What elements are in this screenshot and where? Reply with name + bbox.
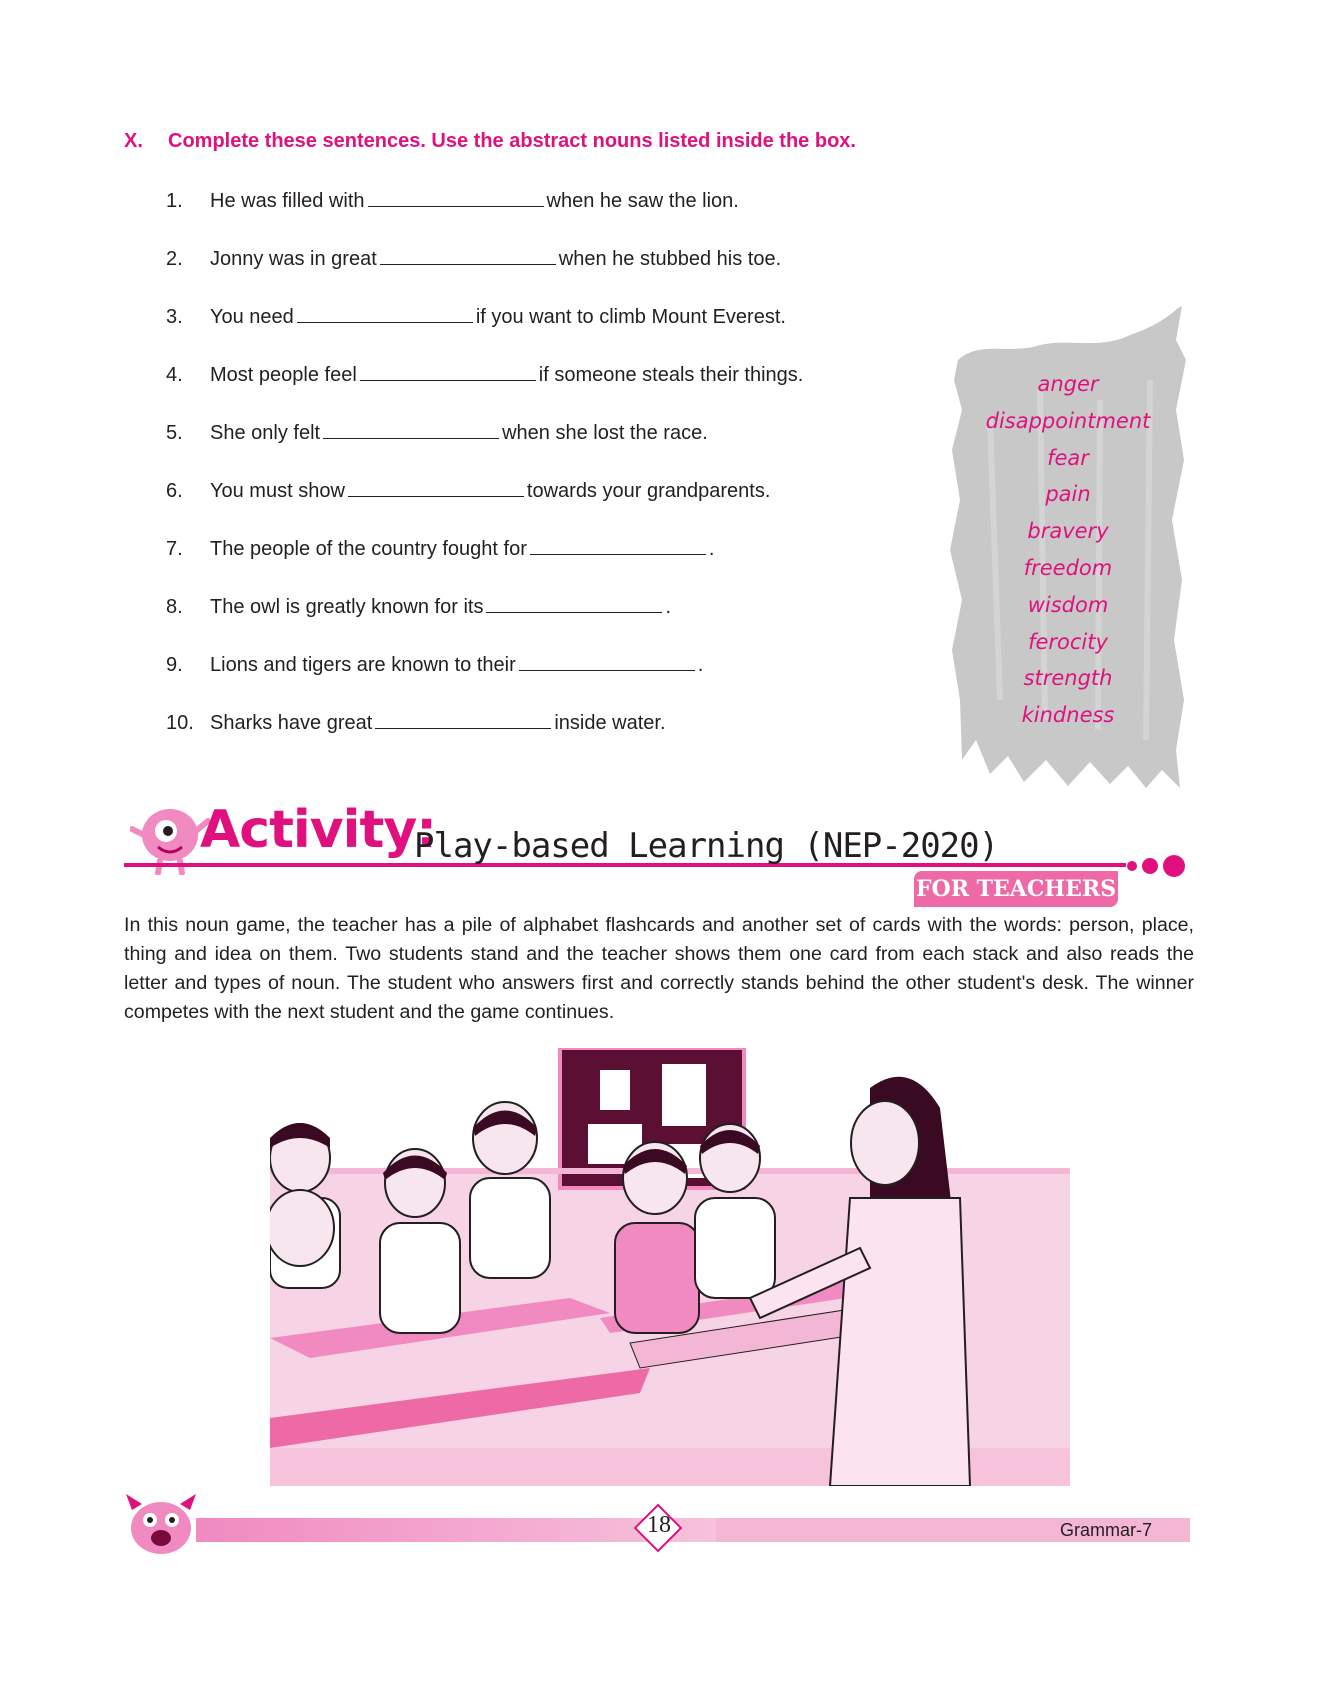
sentence-text-after: inside water. (554, 712, 666, 734)
footer-monster-icon (122, 1490, 200, 1560)
activity-title: Activity: (200, 800, 437, 860)
sentence-item (166, 420, 708, 445)
answer-blank[interactable] (380, 246, 556, 265)
sentence-item (166, 478, 770, 503)
answer-blank[interactable] (360, 362, 536, 381)
exercise-number: X. (124, 130, 143, 152)
word-item: freedom (1023, 555, 1113, 580)
sentence-text-before: Jonny was in great (210, 248, 377, 270)
sentence-text-before: You must show (210, 480, 345, 502)
sentence-text-after: when he stubbed his toe. (558, 248, 782, 270)
page-number: 18 (647, 1512, 671, 1538)
sentence-number: 1. (166, 190, 183, 212)
word-item: bravery (1027, 519, 1109, 544)
word-item: pain (1045, 482, 1091, 507)
word-item: ferocity (1028, 629, 1108, 654)
word-item: anger (1037, 372, 1099, 396)
sentence-text-before: Lions and tigers are known to their (210, 654, 516, 676)
activity-paragraph: In this noun game, the teacher has a pile of alphabet flashcards and another set of cards with the words: person, place, thing and idea on them. Two students stand and the teacher shows them one card from each stack and also reads the letter and types of noun. The student who answers first and correctly stands behind the other student's desk. The winner competes with the next student and the game continues. (124, 914, 1194, 1023)
word-item: strength (1023, 666, 1113, 691)
answer-blank[interactable] (530, 536, 706, 555)
sentence-text-before: Most people feel (210, 364, 357, 386)
classroom-illustration (270, 1048, 1070, 1486)
answer-blank[interactable] (348, 478, 524, 497)
sentence-text-after: when she lost the race. (502, 422, 708, 444)
sentence-item (166, 362, 803, 387)
word-item: disappointment (985, 408, 1151, 433)
word-item: wisdom (1027, 592, 1109, 617)
sentence-text-before: She only felt (210, 422, 321, 444)
sentence-number: 9. (166, 654, 183, 676)
sentence-text-before: The owl is greatly known for its (210, 596, 484, 618)
sentence-text-before: He was filled with (210, 190, 365, 212)
sentence-item (166, 652, 703, 677)
answer-blank[interactable] (323, 420, 499, 439)
answer-blank[interactable] (375, 710, 551, 729)
sentence-text-after: towards your grandparents. (526, 480, 771, 502)
answer-blank[interactable] (297, 304, 473, 323)
sentence-text-after: if you want to climb Mount Everest. (475, 306, 786, 328)
answer-blank[interactable] (486, 594, 662, 613)
for-teachers-badge: FOR TEACHERS (914, 871, 1118, 907)
sentence-text-before: You need (210, 306, 294, 328)
sentence-number: 3. (166, 306, 183, 328)
word-item: kindness (1021, 703, 1115, 728)
sentence-number: 5. (166, 422, 183, 444)
sentence-number: 2. (166, 248, 183, 270)
exercise-heading (124, 130, 856, 153)
sentence-number: 6. (166, 480, 183, 502)
answer-blank[interactable] (519, 652, 695, 671)
word-item: fear (1047, 445, 1089, 470)
sentence-text-before: Sharks have great (210, 712, 373, 734)
decorative-dots (1126, 854, 1216, 878)
activity-subtitle: Play-based Learning (NEP-2020) (414, 826, 999, 866)
word-list (950, 366, 1186, 734)
sentence-number: 7. (166, 538, 183, 560)
sentence-number: 10. (166, 712, 194, 734)
book-name: Grammar-7 (1060, 1520, 1153, 1540)
sentence-item (166, 188, 739, 213)
answer-blank[interactable] (368, 188, 544, 207)
sentence-text-after: when he saw the lion. (546, 190, 739, 212)
sentence-item (166, 710, 666, 735)
sentence-number: 4. (166, 364, 183, 386)
sentence-text-after: . (697, 654, 704, 676)
sentence-text-before: The people of the country fought for (210, 538, 527, 560)
sentence-text-after: if someone steals their things. (538, 364, 804, 386)
sentence-text-after: . (665, 596, 671, 618)
exercise-instruction: Complete these sentences. Use the abstract nouns listed inside the box. (168, 130, 856, 152)
sentence-item (166, 536, 714, 561)
sentence-number: 8. (166, 596, 183, 618)
sentence-item (166, 304, 786, 329)
sentence-item (166, 594, 671, 619)
sentence-text-after: . (708, 538, 715, 560)
sentence-item (166, 246, 781, 271)
